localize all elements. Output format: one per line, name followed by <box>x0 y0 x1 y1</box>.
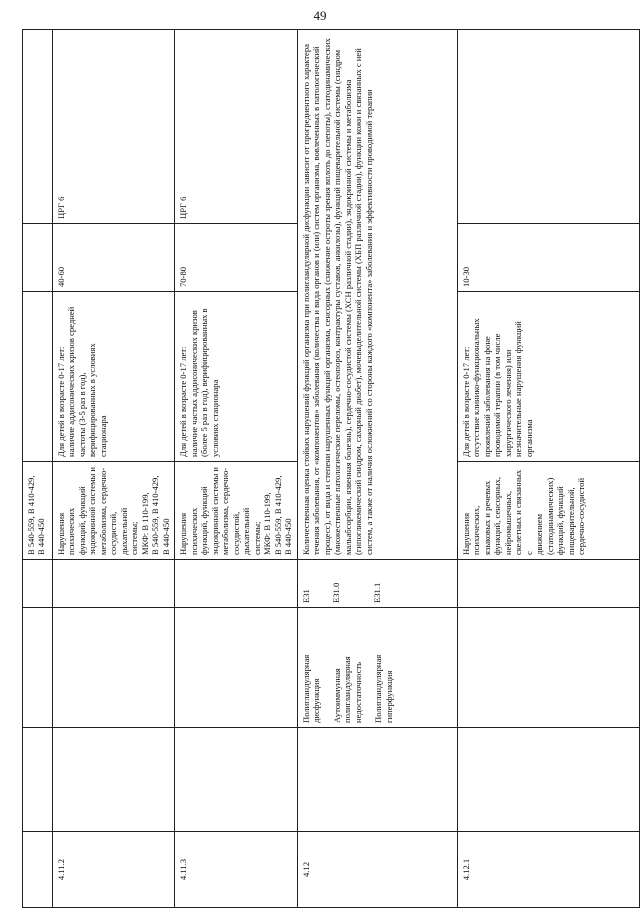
text-line: незначительные нарушения функций <box>513 321 524 457</box>
cell-percent: 40-60 <box>53 224 175 292</box>
page-number: 49 <box>313 8 327 23</box>
cell-empty <box>23 608 53 728</box>
cell-criteria <box>53 292 175 462</box>
cell-description: Количественная оценка стойких нарушений функций организма при полигландулярной дисфункции зависит от прогредиентного характера течения заболевания, от «компонентов» заболевания (количества и вида органов и (или) систем организма, вовлеченных в патологический процесс), от вида и степени нарушенных функций организма, сенсорных (снижение остроты зрения вплоть до слепоты), статодинамических (множественные патологические переломы, остеопороз, контрактуры суставов, анкилозы), функций пищеварительной системы (синдром мальабсорбции, язвенная болезнь), сердечно-сосудистой системы (ХСН различной стадии), эндокринной системы и метаболизма (гипогликемический синдром, сахарный диабет), мочевыделительной системы (ХБП различной стадии), функции кожи и связанных с ней систем, а также от наличия осложнений со стороны каждого «компонента» заболевания и эффективности проводимой терапии <box>297 30 457 560</box>
cell-system <box>175 462 297 560</box>
text-line: недостаточность <box>352 661 363 723</box>
text-line: Полигландулярная <box>373 654 384 723</box>
cell-system <box>23 462 53 560</box>
text-line: Полигландулярная <box>300 654 311 723</box>
cell-code <box>23 832 53 908</box>
cell-empty <box>23 560 53 608</box>
cell-code: 4.12.1 <box>457 832 639 908</box>
text-line: функций, функций <box>199 486 210 555</box>
text-line: системы; <box>129 521 140 555</box>
text-line: сосудистой, дыхательной <box>230 507 252 555</box>
cell-code: 4.11.2 <box>53 832 175 908</box>
text-line: (более 5 раз в год), верифицированных в <box>199 308 210 457</box>
text-line: (статодинамических) <box>544 477 555 555</box>
text-line: Для детей в возрасте 0-17 лет: <box>178 346 189 457</box>
text-line: функций, функций <box>555 486 566 555</box>
text-line: полигландулярная <box>342 656 353 723</box>
spacer <box>321 564 331 603</box>
text-line: проводимой терапии (в том числе <box>492 333 503 457</box>
cell-percent: 10-30 <box>457 224 639 292</box>
text-line: В 440-450 <box>160 518 171 555</box>
cell-empty <box>297 728 457 832</box>
icd-code: E31.1 <box>371 582 382 603</box>
text-line: гиперфункция <box>383 670 394 723</box>
text-line: частоты (3-5 раз в год), <box>76 372 87 457</box>
disability-criteria-table <box>22 29 640 908</box>
text-line: В 540-559, В 410-429, <box>150 475 161 555</box>
cell-empty <box>53 608 175 728</box>
cell-rehab <box>23 30 53 224</box>
text-line: верифицированных в условиях <box>87 343 98 457</box>
text-line: скелетных и связанных с <box>513 469 534 555</box>
cell-rehab <box>457 30 639 224</box>
text-line: В 440-450 <box>283 518 294 555</box>
rotated-table-container <box>22 30 610 908</box>
cell-disease-names <box>297 608 457 728</box>
icd-code: E31 <box>300 589 311 603</box>
cell-criteria <box>457 292 639 462</box>
table-row <box>457 30 639 908</box>
text-line: В 440-450 <box>36 518 47 555</box>
text-line: системы; <box>251 521 262 555</box>
cell-empty <box>175 728 297 832</box>
text-line: сердечно-сосудистой <box>575 477 586 555</box>
text-line: сосудистой, дыхательной <box>108 507 129 555</box>
text-line: Нарушения психических <box>178 507 199 555</box>
text-line: Нарушения психических, <box>460 505 482 555</box>
cell-code: 4.12 <box>297 832 457 908</box>
cell-criteria <box>175 292 297 462</box>
cell-icd-codes <box>297 560 457 608</box>
text-line: проявлений заболевания на фоне <box>481 336 492 457</box>
table-row <box>53 30 175 908</box>
text-line: Для детей в возрасте 0-17 лет: <box>56 346 66 457</box>
cell-code: 4.11.3 <box>175 832 297 908</box>
text-line: функций, сенсорных, <box>492 476 503 555</box>
text-line: условиях стационара <box>209 379 220 457</box>
cell-rehab: ЦРГ 6 <box>175 30 297 224</box>
icd-code: E31.0 <box>331 582 342 603</box>
cell-system <box>53 462 175 560</box>
text-line: В 540-559, В 410-429, <box>272 475 283 555</box>
text-line: В 540-559, В 410-429, <box>26 475 36 555</box>
spacer <box>322 612 332 723</box>
text-line: хирургического лечения) или <box>502 349 513 457</box>
text-line: метаболизма, сердечно- <box>97 467 108 555</box>
spacer <box>352 564 362 603</box>
cell-empty <box>457 728 639 832</box>
table-row <box>297 30 457 908</box>
text-line: нейромышечных, <box>502 490 513 555</box>
text-line: МКФ: В 110-199, <box>139 492 150 555</box>
rotated-table-stage <box>22 30 610 908</box>
text-line: эндокринной системы и <box>87 466 98 555</box>
cell-empty <box>175 560 297 608</box>
text-line: эндокринной системы и <box>209 466 220 555</box>
text-line: МКФ: В 110-199, <box>262 492 273 555</box>
text-line: дисфункция <box>311 678 322 723</box>
cell-rehab: ЦРГ 6 <box>53 30 175 224</box>
text-line: наличие частых аддисонических кризов <box>188 310 199 457</box>
text-line: стационара <box>97 415 108 457</box>
text-line: функций, функций <box>76 486 87 555</box>
spacer <box>311 564 321 603</box>
text-line: пищеварительной, <box>565 487 576 555</box>
cell-criteria <box>23 292 53 462</box>
cell-percent: 70-80 <box>175 224 297 292</box>
text-line: языковых и речевых <box>481 480 492 555</box>
table-row <box>175 30 297 908</box>
cell-empty <box>175 608 297 728</box>
table-row <box>23 30 53 908</box>
text-line: отсутствие клинико-функциональных <box>471 318 482 457</box>
text-line: Для детей в возрасте 0-17 лет: <box>460 346 471 457</box>
cell-empty <box>457 560 639 608</box>
cell-empty <box>23 728 53 832</box>
text-line: метаболизма, сердечно- <box>220 467 231 555</box>
text-line: организма <box>523 419 534 457</box>
text-line: Аутоиммунная <box>331 668 342 723</box>
text-line: наличие аддисонических кризов средней <box>66 306 77 457</box>
text-line: движением <box>534 513 545 555</box>
cell-empty <box>53 728 175 832</box>
text-line: Нарушения психических <box>56 507 77 555</box>
cell-percent <box>23 224 53 292</box>
spacer <box>363 612 373 723</box>
cell-empty <box>53 560 175 608</box>
cell-empty <box>457 608 639 728</box>
spacer <box>342 564 352 603</box>
cell-system <box>457 462 639 560</box>
spacer <box>362 564 372 603</box>
